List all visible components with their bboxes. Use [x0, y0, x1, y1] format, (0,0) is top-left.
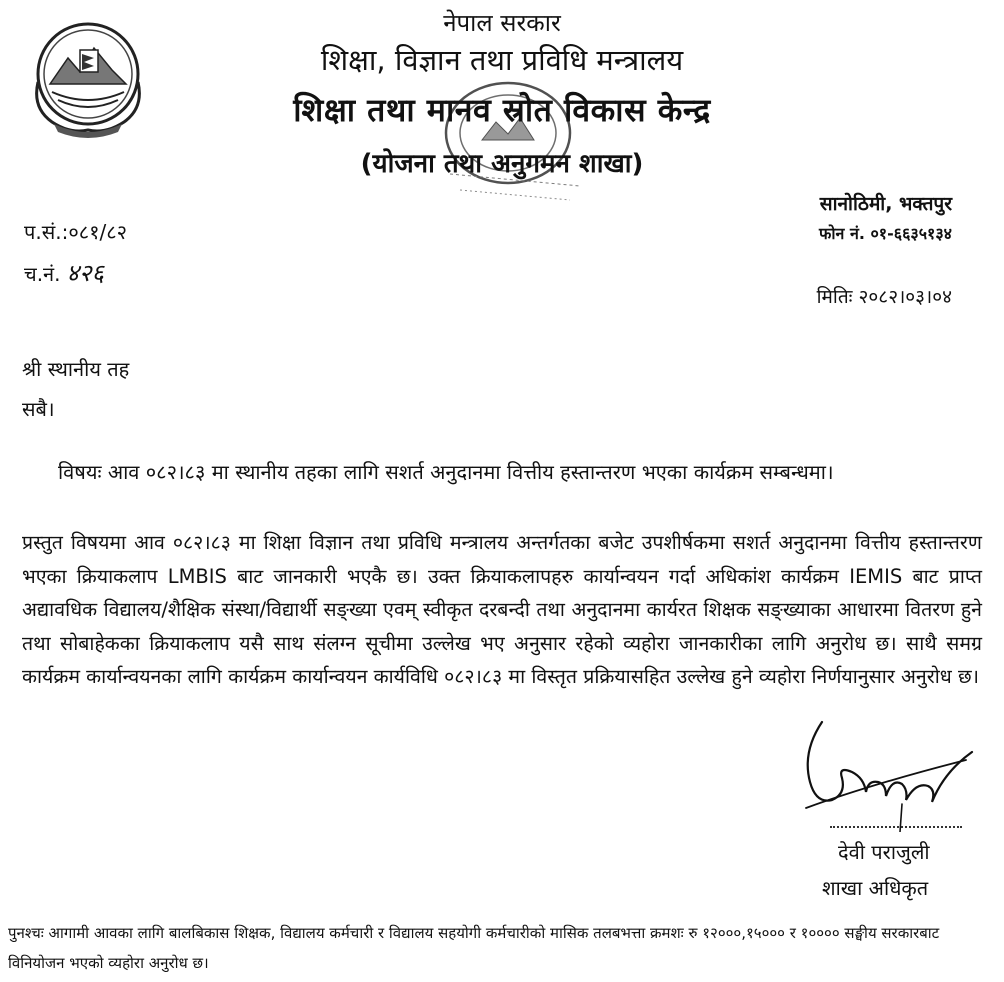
- letter-number: प.सं.:०८१/८२: [24, 220, 128, 244]
- postscript: पुनश्चः आगामी आवका लागि बालबिकास शिक्षक, विद्यालय कर्मचारी र विद्यालय सहयोगी कर्मचारीको मासिक तलबभत्ता क्रमशः रु १२०००,१५००० र १०००० सङ्घीय सरकारबाट विनियोजन भएको व्यहोरा अनुरोध छ।: [8, 924, 940, 972]
- branch-name: (योजना तथा अनुगमन शाखा): [360, 149, 644, 179]
- letter-body: प्रस्तुत विषयमा आव ०८२।८३ मा शिक्षा विज्ञान तथा प्रविधि मन्त्रालय अन्तर्गतका बजेट उपशीर्षकमा सशर्त अनुदानमा वित्तीय हस्तान्तरण भएका क्रियाकलाप LMBIS बाट जानकारी भएकै छ। उक्त क्रियाकलापहरु कार्यान्वयन गर्दा अधिकांश कार्यक्रम IEMIS बाट प्राप्त अद्यावधिक विद्यालय/शैक्षिक संस्था/विद्यार्थी सङ्ख्या एवम् स्वीकृत दरबन्दी तथा अनुदानमा कार्यरत शिक्षक सङ्ख्याका आधारमा वितरण हुने तथा सोबाहेकका क्रियाकलाप यसै साथ संलग्न सूचीमा उल्लेख भए अनुसार रहेको व्यहोरा जानकारीका लागि अनुरोध छ। साथै समग्र कार्यक्रम कार्यान्वयनका लागि कार्यक्रम कार्यान्वयन कार्यविधि ०८२।८३ मा विस्तृत प्रक्रियासहित उल्लेख हुने व्यहोरा निर्णयानुसार अनुरोध छ।: [22, 531, 982, 688]
- dispatch-number: [24, 256, 104, 289]
- recipient-line-1: श्री स्थानीय तह: [22, 357, 130, 381]
- subject-line: विषयः आव ०८२।८३ मा स्थानीय तहका लागि सशर्त अनुदानमा वित्तीय हस्तान्तरण भएका कार्यक्रम सम्बन्धमा।: [58, 460, 834, 484]
- government-name: नेपाल सरकार: [443, 9, 561, 37]
- office-phone: फोन नं. ०१-६६३५१३४: [819, 224, 952, 243]
- signatory-title: शाखा अधिकृत: [822, 876, 929, 900]
- recipient-line-2: सबै।: [22, 397, 55, 421]
- signature-line: [830, 826, 962, 828]
- center-name: शिक्षा तथा मानव स्रोत विकास केन्द्र: [293, 91, 711, 129]
- dispatch-value: ४२६: [66, 259, 104, 287]
- dispatch-label: च.नं.: [24, 262, 61, 286]
- office-address: सानोठिमी, भक्तपुर: [819, 193, 952, 215]
- ministry-name: शिक्षा, विज्ञान तथा प्रविधि मन्त्रालय: [320, 43, 684, 77]
- signature-icon: [782, 712, 982, 832]
- letter-date: मितिः २०८२।०३।०४: [816, 286, 952, 308]
- signatory-name: देवी पराजुली: [838, 840, 930, 864]
